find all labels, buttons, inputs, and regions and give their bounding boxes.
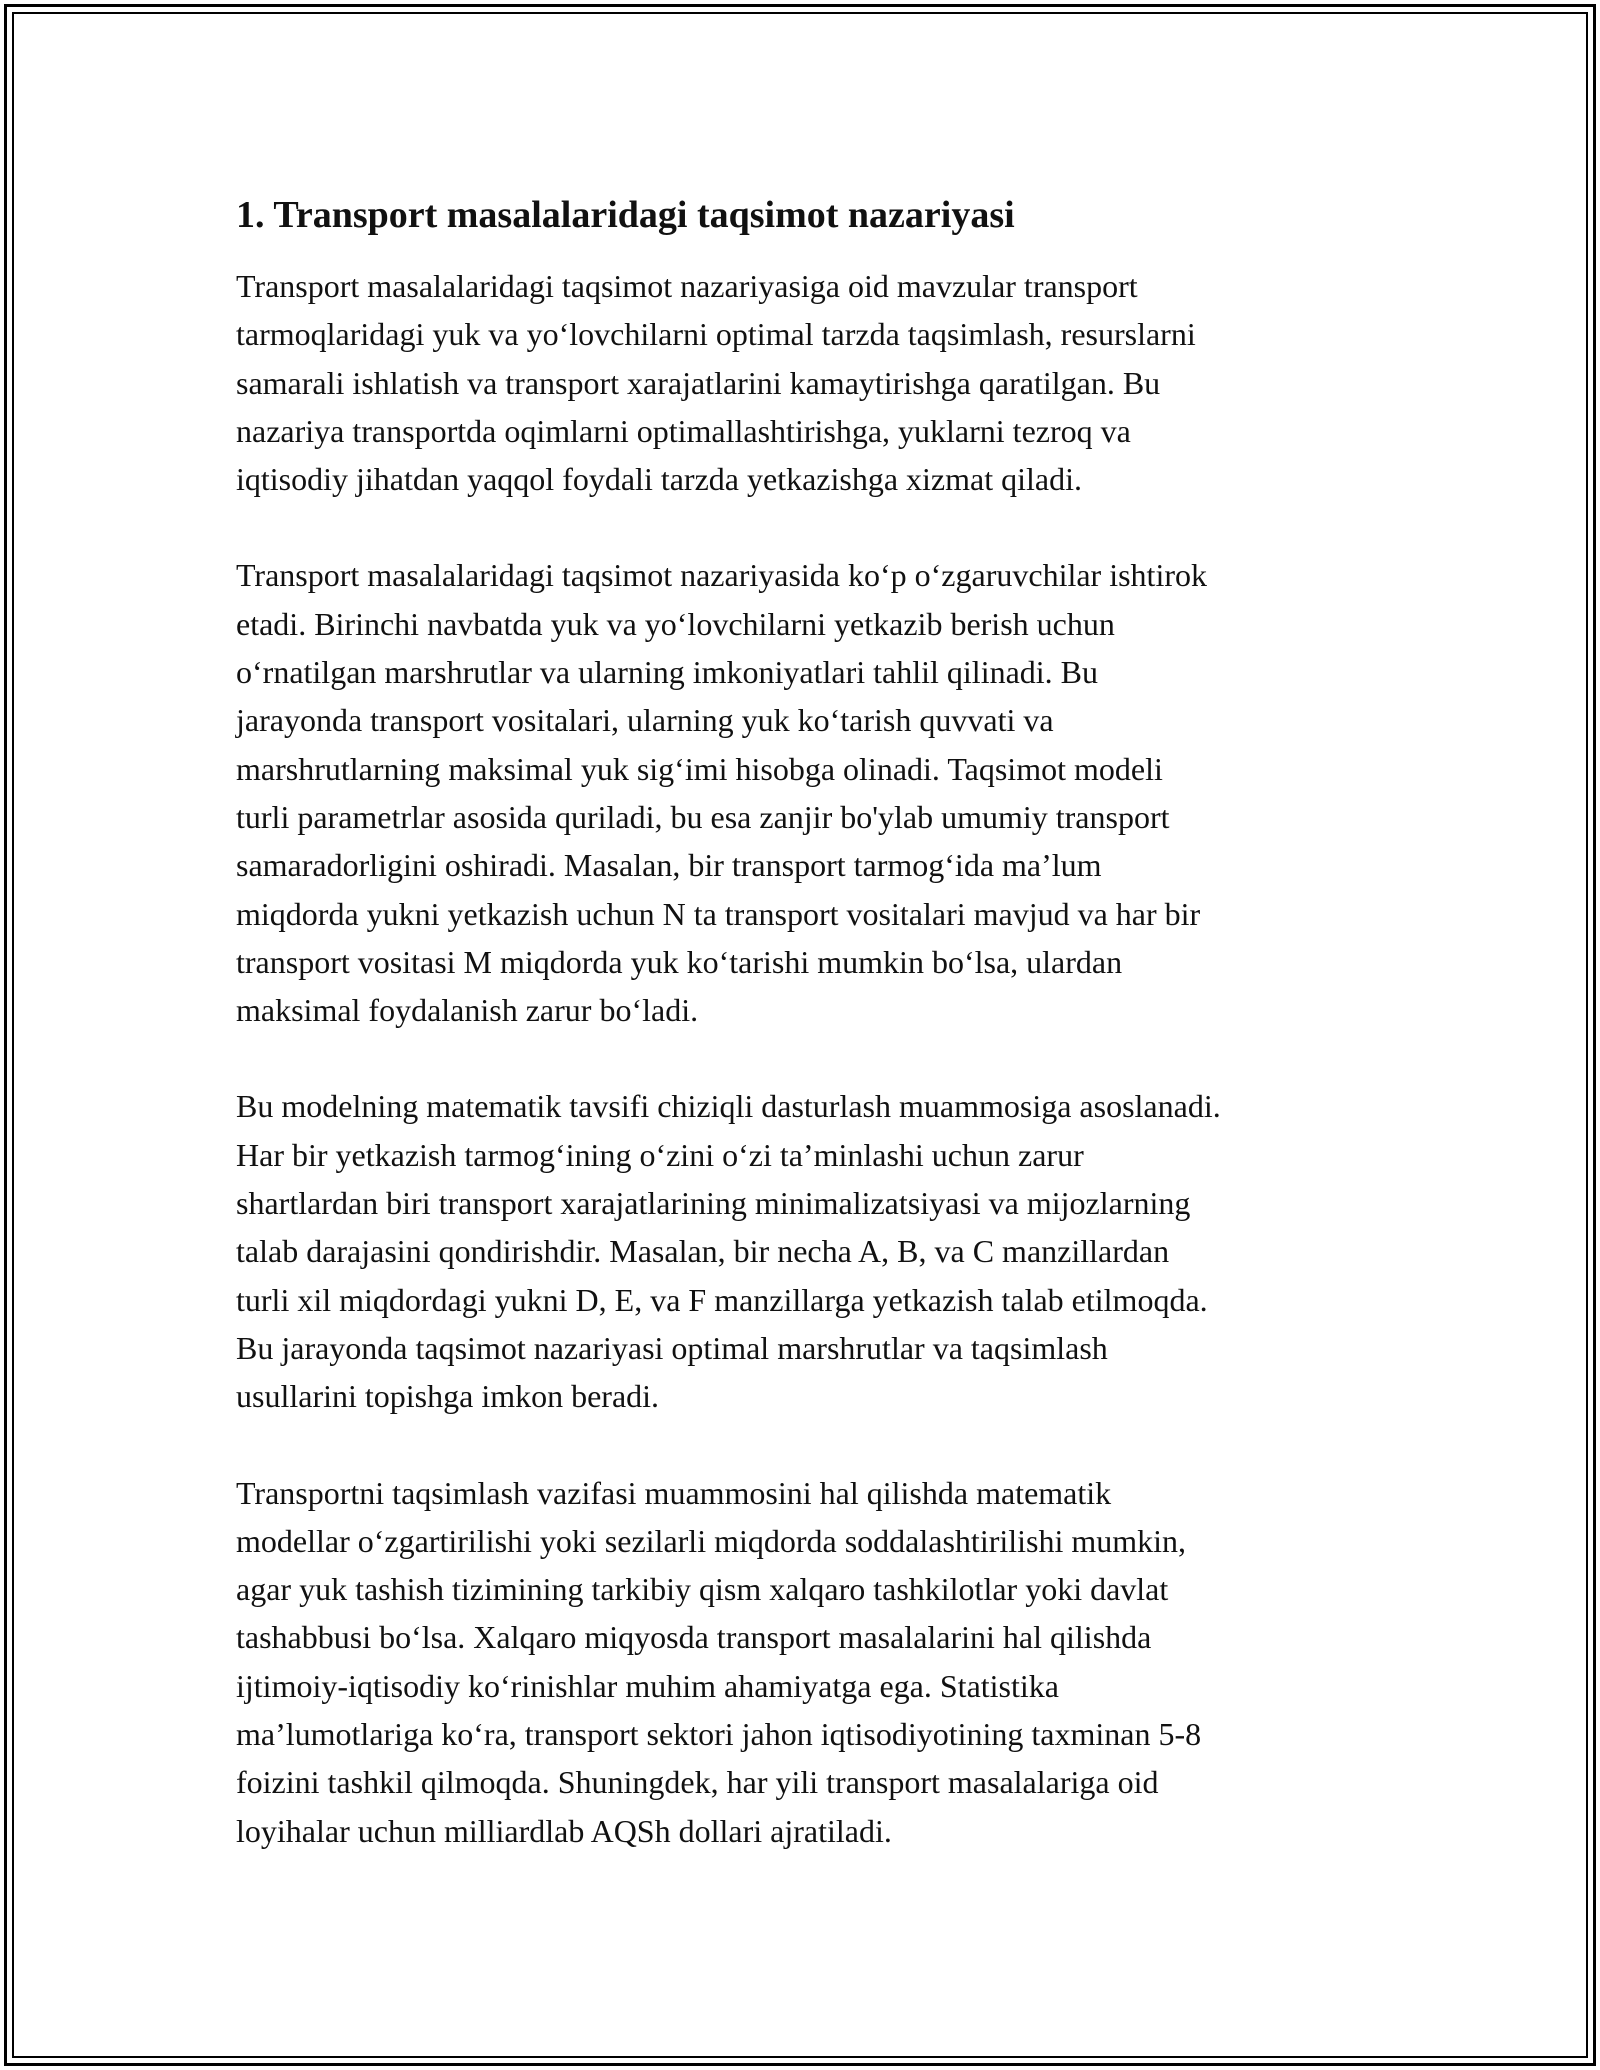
text-line: tashabbusi bo‘lsa. Xalqaro miqyosda transport masalalarini hal qilishda <box>236 1619 1152 1656</box>
paragraph <box>236 1469 1376 1855</box>
text-line: marshrutlarning maksimal yuk sig‘imi hisobga olinadi. Taqsimot modeli <box>236 750 1163 787</box>
text-line: Har bir yetkazish tarmog‘ining o‘zini o‘zi ta’minlashi uchun zarur <box>236 1136 1084 1173</box>
text-line: turli xil miqdordagi yukni D, E, va F manzillarga yetkazish talab etilmoqda. <box>236 1281 1208 1318</box>
text-line: Transport masalalaridagi taqsimot nazariyasiga oid mavzular transport <box>236 268 1138 304</box>
text-line: ma’lumotlariga ko‘ra, transport sektori jahon iqtisodiyotining taxminan 5-8 <box>236 1716 1202 1753</box>
text-line: ijtimoiy-iqtisodiy ko‘rinishlar muhim ahamiyatga ega. Statistika <box>236 1667 1059 1704</box>
text-line: foizini tashkil qilmoqda. Shuningdek, har yili transport masalalariga oid <box>236 1764 1159 1801</box>
document-body <box>236 190 1376 1903</box>
paragraph <box>236 262 1376 503</box>
text-line: o‘rnatilgan marshrutlar va ularning imkoniyatlari tahlil qilinadi. Bu <box>236 654 1099 691</box>
text-line: Transport masalalaridagi taqsimot nazariyasida ko‘p o‘zgaruvchilar ishtirok <box>236 557 1207 594</box>
text-line: transport vositasi M miqdorda yuk ko‘tarishi mumkin bo‘lsa, ulardan <box>236 943 1123 980</box>
text-line: samarali ishlatish va transport xarajatlarini kamaytirishga qaratilgan. Bu <box>236 364 1161 401</box>
text-line: Transportni taqsimlash vazifasi muammosini hal qilishda matematik <box>236 1474 1112 1511</box>
text-line: maksimal foydalanish zarur bo‘ladi. <box>236 992 699 1029</box>
text-line: samaradorligini oshiradi. Masalan, bir transport tarmog‘ida ma’lum <box>236 847 1102 884</box>
text-line: jarayonda transport vositalari, ularning yuk ko‘tarish quvvati va <box>236 702 1054 739</box>
section-heading: 1. Transport masalalaridagi taqsimot nazariyasi <box>236 194 1015 236</box>
text-line: iqtisodiy jihatdan yaqqol foydali tarzda yetkazishga xizmat qiladi. <box>236 461 1082 498</box>
text-line: loyihalar uchun milliardlab AQSh dollari ajratiladi. <box>236 1812 892 1849</box>
text-line: Bu modelning matematik tavsifi chiziqli dasturlash muammosiga asoslanadi. <box>236 1088 1221 1125</box>
text-line: etadi. Birinchi navbatda yuk va yo‘lovchilarni yetkazib berish uchun <box>236 605 1115 642</box>
text-line: talab darajasini qondirishdir. Masalan, bir necha A, B, va C manzillardan <box>236 1233 1170 1270</box>
text-line: usullarini topishga imkon beradi. <box>236 1378 660 1415</box>
text-line: shartlardan biri transport xarajatlarining minimalizatsiyasi va mijozlarning <box>236 1185 1191 1222</box>
text-line: modellar o‘zgartirilishi yoki sezilarli miqdorda soddalashtirilishi mumkin, <box>236 1522 1187 1559</box>
text-line: miqdorda yukni yetkazish uchun N ta transport vositalari mavjud va har bir <box>236 895 1201 932</box>
paragraph-list <box>236 262 1376 1855</box>
text-line: nazariya transportda oqimlarni optimallashtirishga, yuklarni tezroq va <box>236 412 1131 449</box>
text-line: tarmoqlaridagi yuk va yo‘lovchilarni optimal tarzda taqsimlash, resurslarni <box>236 316 1196 353</box>
paragraph <box>236 1082 1376 1420</box>
text-line: agar yuk tashish tizimining tarkibiy qism xalqaro tashkilotlar yoki davlat <box>236 1571 1169 1608</box>
paragraph <box>236 551 1376 1034</box>
text-line: Bu jarayonda taqsimot nazariyasi optimal marshrutlar va taqsimlash <box>236 1329 1108 1366</box>
text-line: turli parametrlar asosida quriladi, bu esa zanjir bo'ylab umumiy transport <box>236 798 1170 835</box>
